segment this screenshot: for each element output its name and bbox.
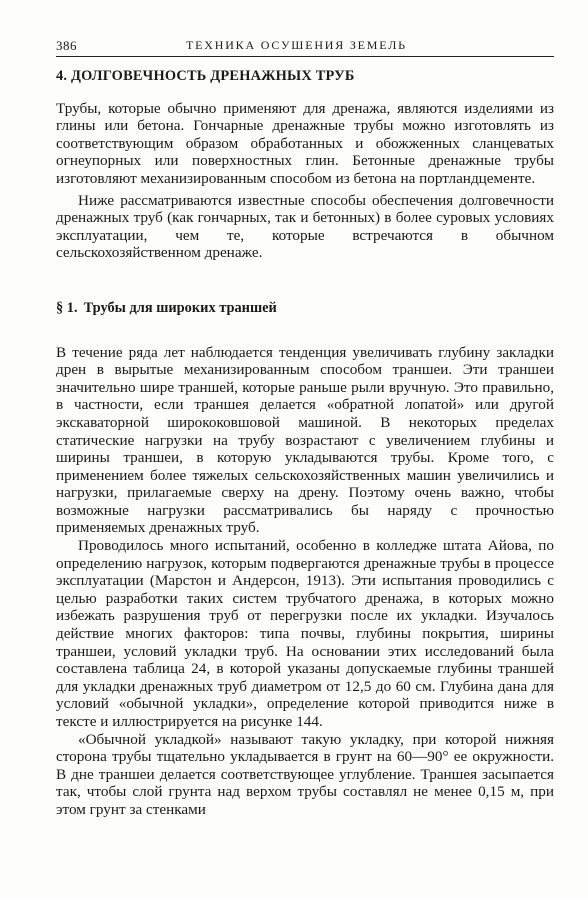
running-title: ТЕХНИКА ОСУШЕНИЯ ЗЕМЕЛЬ [186,38,407,52]
subsection-title: Трубы для широких траншей [83,299,277,316]
section-durability [56,68,554,262]
page-header [56,36,554,57]
paragraph: Ниже рассматриваются известные способы обеспечения долговечности дренажных труб (как гончарных, так и бетонных) в более суровых условиях эксплуатации, чем те, которые встречаются в обычном сельскохозяйственном дренаже. [56,191,554,262]
section-heading: 4. ДОЛГОВЕЧНОСТЬ ДРЕНАЖНЫХ ТРУБ [56,68,355,84]
section-sign: § 1. [56,299,78,316]
paragraph: Проводилось много испытаний, особенно в колледже штата Айова, по определению нагрузок, которым подвергаются дренажные трубы в процессе эксплуатации (Марстон и Андерсон, 1913). Эти испытания проводились с целью разработки таких систем трубчатого дренажа, в которых можно избежать разрушения труб от перегрузки после их укладки. Изучалось действие многих факторов: типа почвы, глубины покрытия, ширины траншеи, условий укладки труб. На основании этих исследований была составлена таблица 24, в которой указаны допускаемые глубины траншей для укладки дренажных труб диаметром от 12,5 до 60 см. Глубина дана для условий «обычной укладки», определение которой приводится ниже в тексте и иллюстрируется на рисунке 144. [56,537,554,730]
subsection-body [56,344,554,819]
page-number: 386 [56,38,77,53]
paragraph: Трубы, которые обычно применяют для дренажа, являются изделиями из глины или бетона. Гончарные дренажные трубы можно изготовлять из соответствующим образом обработанных и обожженных сланцеватых огнеупорных или поверхностных глин. Бетонные дренажные трубы изготовляют механизированным способом из бетона на портландцементе. [56,99,554,187]
subsection-heading [56,300,554,318]
paragraph: В течение ряда лет наблюдается тенденция увеличивать глубину закладки дрен в вырытые механизированным способом траншеи. Эти траншеи значительно шире траншей, которые раньше рыли вручную. Это правильно, в частности, если траншея делается «обратной лопатой» или другой экскаваторной ширококовшовой машиной. В некоторых пределах статические нагрузки на трубу возрастают с увеличением глубины и ширины траншеи, в которую укладываются трубы. Кроме того, с применением более тяжелых сельскохозяйственных машин увеличились и нагрузки, прилагаемые сверху на дрену. Поэтому очень важно, чтобы возможные нагрузки рассматривались бы наряду с прочностью применяемых дренажных труб. [56,343,554,537]
page-content [56,68,554,819]
paragraph: «Обычной укладкой» называют такую укладку, при которой нижняя сторона трубы тщательно укладывается в грунт на 60—90° ее окружности. В дне траншеи делается соответствующее углубление. Траншея засыпается так, чтобы слой грунта над верхом трубы составлял не менее 0,15 м, при этом грунт за стенками [56,730,554,818]
